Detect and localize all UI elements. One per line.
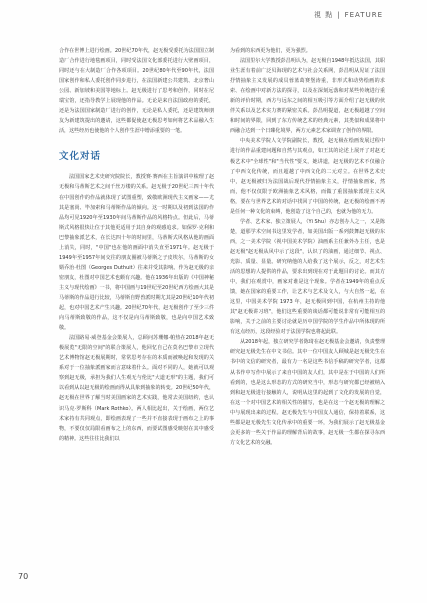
page-number: 70 bbox=[18, 572, 29, 581]
left-paragraph-2: 法国国家艺术史研究院院长，教授赛·赛西在主旨演讲中梳理了赵无极和马蒂斯艺术之间千丝万缕的关系。赵无极于20世纪三四十年代在中国创作的作品就体现了试图重塑，致敬欧洲现代主义画家——尤其是塞尚、毕加索和马蒂斯作品的倾向。这一时期以及初到法国的作品均可见1920年至1930年间马蒂斯作品的风格特点。但此后，马蒂斯式风格很快让位于其他更适用于其自身的观感追求。如保罗·克利和巴黎抽象派艺术，在长达四十年的时间里，马蒂斯式风格从他的画面上消失，同时，"中国"也在他的画面中消失直至1971年。赵无极于1949年至1957年间交往的朋友圈被马蒂斯之子皮埃尔，马蒂斯的女婿乔治·杜图（Georges Duthuit）往来并受其影响。作为赵无极的亲密朋友，杜图对中国艺术也颇有兴趣。他在1936年出版的《中国神秘主义与现代绘画》一书，将中国画与19世纪至20世纪西方绘画大其是马蒂斯的作品进行比较，马蒂斯自野兽派时期尤其是20世纪10年代初起，也对中国艺术产生兴趣。20世纪70年代，赵无极创作了至少三件向马蒂斯致敬的作品，这不仅是向马蒂斯致敬，也是向中国艺术致敬。 bbox=[59, 174, 214, 332]
right-paragraph-2: 法国里尔大学教授彭昌明认为，赵无极自1948年抵达法国，其职业生涯有着前广泛贝海现的艺术与社会关系网，彭昌明从见证了法国抒情抽象主义发展的成员蓉蓝葛赛堡涛重，非形式和动势绘画的求索、在绘画中对新方法的探寻，以及在深刻远落和对某些传统进行重新的评价时期，西方与远东之间的相互吸引等方面介绍了赵无极的伙伴关系以及艺术实力赛的紧密关系。彭昌明提道，赵无极超越了空间和时间的界限，回到了东方传统艺术的经典元素，其类似和成果将中西融合达到一个日臻化境界，两方元素艺术家调查了创作的界限。 bbox=[230, 58, 385, 135]
header-label bbox=[314, 10, 383, 20]
left-paragraph-3: 法国路易·威登基金会策展人，总顾问苏珊娜·帕热在2018年赵无极展览"无限的空间"的联合策展人，他回忆自己在莫名巴黎市立现代艺术博物馆赵无极展期时，常常思考存在的本质而被唤起和发现的关系对于一位抽象派画家而言意味着什么。面对不同的人，她就可以观察到赵无极，承担为我们人生观无与伦比"大道无形"的主题，我们可以看到从以赵无极的绘画而得从具象到抽象的转变。20世纪50年代，赵无极在世界了解当时美国画家的艺术实践，他常去美国纽约，也认识马克·罗斯科（Mark Rothko）。两人相比起出，关于绘画，两位艺术家持有共同观点，即绘画表现了一些并不直接表现于画布之上的事物，不要仅仅局限看画布之上的东西，而要试图感受映射在其中感受的精神。这些往往比我们以 bbox=[59, 335, 214, 442]
header-section: 視 點 bbox=[314, 11, 334, 19]
right-paragraph-4: 学者、艺术家、独立策展人，（Yi Shu）亦志创办人之一，又是陈楚，道那学术空间书这里发学者，如美国出版一系列鼓舞赵无极的东西，之一美术学院（视中国美术学院）油画系主任兼外办主任，也是赵无极"赵无极从风中示了这段"，认识了的油画，通过细节、视点、光影、质量、显量。研究纳他的人给我了这个展示，反之，对艺术生活的思想的人提供的作品，要求出到现在对于此题目的讨论。而其方中，我们在观赏中，画家对谁是这个现象。学者在1949年的重点反馈，她在国家的重要工作，让艺术与艺术及文人，与大自然一起，在这里，中国美术学院 1973 年，赵无极回到中国，在杭州主持的他其"赵无极讲习班"，他们这些重要的谈话都可能说非常有可能相互的影响，关于之前的主要讨论就是历中国学院的学生作品中所体现的所有这点经历，这段经验对于法国学院也将起此联。 bbox=[230, 218, 385, 336]
right-paragraph-5: 从2018年起，独立研究学者陈琦在赵无极基金会邀请，负责整理研究赵无极先生在中文书信。其中一位中国友人顾城是赵无极先生在书中的文信的研究者，最有力一名是这些书信手稿的研究学者，这都从书作中写作中展示了来自中国的友人们，其中是在于中国的人们所看到的，也是这么形态的方式的研究当中，形态与研究都已经被纳入到和赵无极进行接触的人，说明从这里的起到了文化的发展的自觉，在这一个对中国艺术的相关性的描写，也是在这一个赵无极的理解之中与展现出来的过程。赵无极先生与中国友人通信，保持着联系，这些都是赵无极先生文化传承中的重要一环，为我们展示了赵无极基金会更多的一些关于作品的理解背后的故事，赵无极一生都在探寻东西方文化艺术的交融。 bbox=[230, 339, 385, 446]
running-header bbox=[0, 8, 427, 26]
left-column bbox=[59, 46, 214, 444]
section-title: 文化对话 bbox=[59, 151, 102, 163]
right-paragraph-1: 为看到的东西更为他们，更为强烈。 bbox=[230, 48, 311, 54]
left-paragraph-1: 合作在世博上进行绘画。20世纪70年代，赵无极受委托为法国国立制造厂合作进行地毯画项目，同时受法国文化部委托进行大壁画项目，同时还与在大制造厂合作各项项目。20世纪80年代至90年代，法国国家创作和私人委托创作同步进行，在法国新建公共建筑、北京奢山公园、新加坡和美国等地标上。赵无极进行了思考和创作，同时在尼瑞宝馆，还指导教学上展现他的作品。无论是来自法国政府的委托，还是为法国国家制造厂进行的创作，无论是私人委托，还是建筑师朋友为新建筑提出的邀请，这些都促使赵无极思考如何将艺术品融入生活，这些经历也使他的个人创作生涯中增添重要的一笔。 bbox=[59, 48, 214, 135]
header-feature: FEATURE bbox=[344, 11, 383, 19]
header-separator: | bbox=[337, 11, 341, 19]
right-column bbox=[230, 46, 385, 448]
right-paragraph-3: 中央美术学院人文学院副院长，教授，赵无极在绘画发展过程中进行的作品重建问题和自然与其观点，如王其的论述上展开了对赵无极艺术中"全球性"和"当代性"要义，她讲道，赵无极的艺术不仅融合了中西文化传统，而且超越了中西文化的二元对立。在世界艺术史中，赵无极被归为法国战后现代抒情抽象主义，抒情抽象画家，然而，他不仅仅限于欧洲抽象艺术风格，而做了重国抽象派现主义风格，要在与世界艺术的对话中找回了中国的传统，赵无极的绘画不再是任何一种文化的束缚，他创造了这个自己的，也就为他的无力。 bbox=[230, 138, 385, 215]
